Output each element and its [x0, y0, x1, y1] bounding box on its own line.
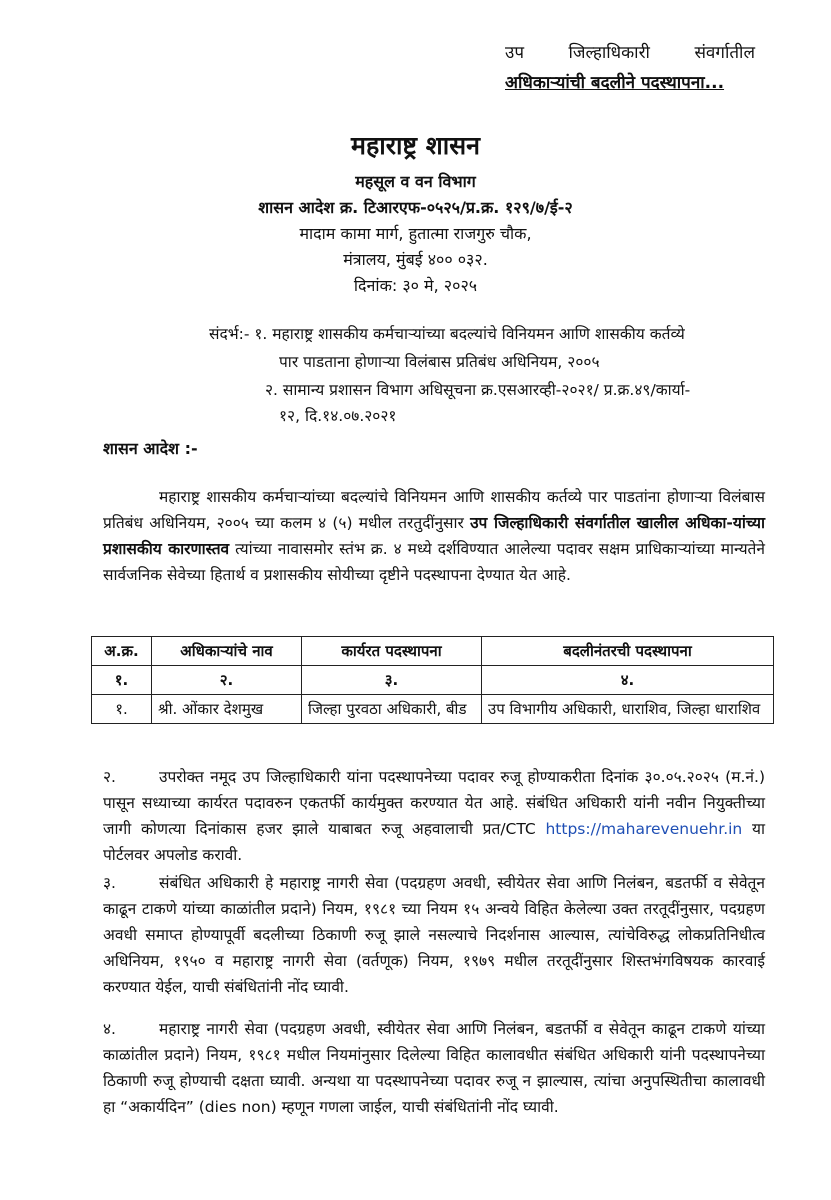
paragraph-2-text: उपरोक्त नमूद उप जिल्हाधिकारी यांना पदस्थापनेच्या पदावर रुजू होण्याकरीता दिनांक ३०.०५.२०२५ (म.नं.) पासून सध्याच्या कार्यरत पदावरुन एकतर्फी कार्यमुक्त करण्यात येत आहे. संबंधित अधिकारी यांनी नवीन नियुक्तीच्या जागी कोणत्या दिनांकास हजर झाले याबाबत रुजू अहवालाची प्रत/CTC [103, 768, 765, 838]
subject-word: उप [505, 43, 524, 63]
table-cell: उप विभागीय अधिकारी, धाराशिव, जिल्हा धाराशिव [482, 695, 774, 724]
order-number: शासन आदेश क्र. टिआरएफ-०५२५/प्र.क्र. १२९/७/ई-२ [258, 198, 573, 217]
table-cell: जिल्हा पुरवठा अधिकारी, बीड [302, 695, 482, 724]
subject-word: जिल्हाधिकारी [568, 43, 650, 63]
table-cell: श्री. ओंकार देशमुख [152, 695, 302, 724]
column-number: ३. [302, 666, 482, 695]
column-number: २. [152, 666, 302, 695]
column-header: कार्यरत पदस्थापना [302, 637, 482, 666]
subject-word: संवर्गातील [694, 43, 755, 63]
paragraph-number: ४. [103, 1020, 116, 1038]
intro-bold-text: उप जिल्हाधिकारी संवर्गातील खालील अधिका-यांच्या प्रशासकीय कारणास्तव [103, 514, 765, 558]
address-line-2: मंत्रालय, मुंबई ४०० ०३२. [343, 250, 488, 269]
column-number: १. [92, 666, 152, 695]
paragraph-number: २. [103, 768, 116, 786]
portal-link[interactable]: https://maharevenuehr.in [545, 820, 743, 838]
reference-line-1: संदर्भ:- १. महाराष्ट्र शासकीय कर्मचाऱ्यांच्या बदल्यांचे विनियमन आणि शासकीय कर्तव्ये [209, 325, 685, 343]
paragraph-4 [103, 1016, 765, 1120]
column-header: अ.क्र. [92, 637, 152, 666]
table-number-row [92, 666, 774, 695]
department-name: महसूल व वन विभाग [355, 172, 476, 191]
intro-text-2: त्यांच्या नावासमोर स्तंभ क्र. ४ मध्ये दर्शविण्यात आलेल्या पदावर सक्षम प्राधिकाऱ्यांच्या मान्यतेने सार्वजनिक सेवेच्या हितार्थ व प्रशासकीय सोयीच्या दृष्टीने पदस्थापना देण्यात येत आहे. [103, 540, 765, 584]
paragraph-3-text: संबंधित अधिकारी हे महाराष्ट्र नागरी सेवा (पदग्रहण अवधी, स्वीयेतर सेवा आणि निलंबन, बडतर्फी व सेवेतून काढून टाकणे यांच्या काळांतील प्रदाने) नियम, १९८१ च्या नियम १५ अन्वये विहित केलेल्या उक्त तरतूदींनुसार, पदग्रहण अवधी समाप्त होण्यापूर्वी बदलीच्या ठिकाणी रुजू झाले नसल्याचे निदर्शनास आल्यास, त्यांचेविरुद्ध लोकप्रतिनिधीत्व अधिनियम, १९५० व महाराष्ट्र नागरी सेवा (वर्तणूक) नियम, १९७९ मधील तरतूदींनुसार शिस्तभंगविषयक कारवाई करण्यात येईल, याची संबंधितांनी नोंद घ्यावी. [103, 874, 765, 996]
reference-line-2: पार पाडताना होणाऱ्या विलंबास प्रतिबंध अधिनियम, २००५ [279, 353, 600, 371]
column-number: ४. [482, 666, 774, 695]
paragraph-number: ३. [103, 874, 116, 892]
reference-line-4: १२, दि.१४.०७.२०२१ [279, 407, 397, 425]
paragraph-2-tail: या पोर्टलवर अपलोड करावी. [103, 820, 765, 864]
table-row [92, 695, 774, 724]
government-title: महाराष्ट्र शासन [351, 131, 480, 160]
column-header: बदलीनंतरची पदस्थापना [482, 637, 774, 666]
table-cell: १. [92, 695, 152, 724]
table-header-row [92, 637, 774, 666]
paragraph-2 [103, 764, 765, 868]
paragraph-4-text: महाराष्ट्र नागरी सेवा (पदग्रहण अवधी, स्वीयेतर सेवा आणि निलंबन, बडतर्फी व सेवेतून काढून टाकणे यांच्या काळांतील प्रदाने) नियम, १९८१ मधील नियमांनुसार दिलेल्या विहित कालावधीत संबंधित अधिकारी यांनी पदस्थापनेच्या ठिकाणी रुजू होण्याची दक्षता घ्यावी. अन्यथा या पदस्थापनेच्या पदावर रुजू न झाल्यास, त्यांचा अनुपस्थितीचा कालावधी हा “अकार्यदिन” (dies non) म्हणून गणला जाईल, याची संबंधितांनी नोंद घ्यावी. [103, 1020, 765, 1116]
paragraph-3 [103, 870, 765, 1000]
transfer-table [91, 636, 774, 724]
column-header: अधिकाऱ्यांचे नाव [152, 637, 302, 666]
subject-line-2: अधिकाऱ्यांची बदलीने पदस्थापना... [505, 73, 725, 93]
subject-line-1 [505, 40, 755, 63]
reference-line-3: २. सामान्य प्रशासन विभाग अधिसूचना क्र.एसआरव्ही-२०२१/ प्र.क्र.४९/कार्या- [265, 381, 691, 399]
address-line-1: मादाम कामा मार्ग, हुतात्मा राजगुरु चौक, [299, 224, 532, 243]
order-heading: शासन आदेश :- [103, 439, 198, 458]
intro-paragraph [103, 484, 765, 588]
intro-text: महाराष्ट्र शासकीय कर्मचाऱ्यांच्या बदल्यांचे विनियमन आणि शासकीय कर्तव्ये पार पाडतांना होणाऱ्या विलंबास प्रतिबंध अधिनियम, २००५ च्या कलम ४ (५) मधील तरतुदींनुसार [103, 488, 765, 532]
order-date: दिनांक: ३० मे, २०२५ [353, 276, 478, 295]
